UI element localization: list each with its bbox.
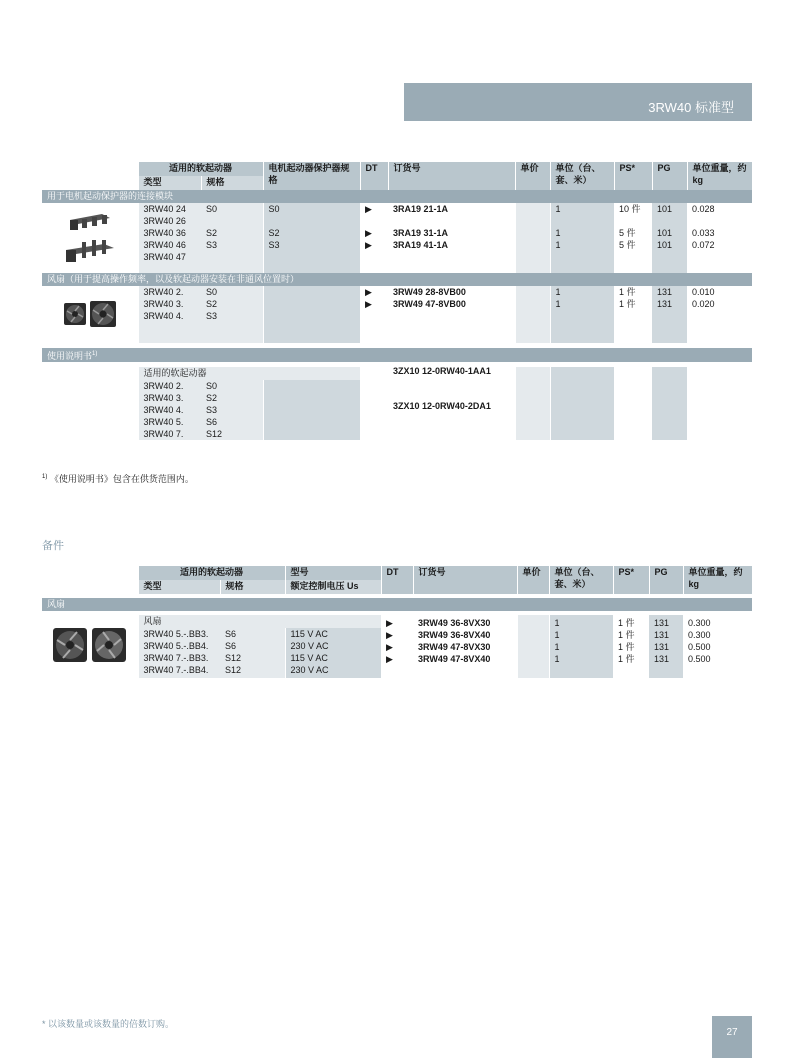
connection-sizes: S0 S2 S3	[201, 203, 263, 273]
spare-section-title: 风扇	[42, 598, 752, 611]
spare-col-size: 规格	[220, 580, 285, 594]
manual-sizes: S0 S2 S3 S6 S12	[201, 380, 263, 440]
fan-order: 3RW49 28-8VB00 3RW49 47-8VB00	[388, 286, 515, 343]
footnote: $^{1)}$ 《使用说明书》包含在供货范围内。	[42, 474, 194, 484]
spare-order: 3RW49 36-8VX30 3RW49 36-8VX40 3RW49 47-8VX30 3RW49 47-8VX40	[413, 615, 517, 678]
spare-col-pg: PG	[649, 566, 683, 594]
page-title: 3RW40 标准型	[648, 100, 734, 115]
col-type: 类型	[138, 176, 201, 190]
spare-col-unit: 单位（台、套、米）	[549, 566, 613, 594]
spare-col-voltage: 额定控制电压 Us	[285, 580, 381, 594]
manual-subheader: 适用的软起动器	[138, 367, 360, 380]
col-size: 规格	[201, 176, 263, 190]
connection-weight: 0.028 0.033 0.072	[687, 203, 752, 273]
spare-voltage: 115 V AC 230 V AC 115 V AC 230 V AC	[285, 628, 381, 678]
fan-price	[515, 286, 550, 343]
manual-ps	[614, 367, 652, 440]
spare-fan-icon	[52, 627, 88, 663]
footer-note: * 以该数量或该数量的倍数订购。	[42, 1019, 175, 1029]
header-band	[404, 83, 752, 121]
fan-dt: ▶ ▶	[360, 286, 388, 343]
col-weight: 单位重量，约 kg	[687, 162, 752, 190]
spare-unit: 1 1 1 1	[549, 615, 613, 678]
manual-weight	[687, 367, 752, 440]
spare-pg: 131 131 131 131	[649, 615, 683, 678]
spare-subheader: 风扇	[138, 615, 381, 628]
spare-col-applicable: 适用的软起动器	[138, 566, 285, 580]
fan-unit: 1 1	[550, 286, 614, 343]
connection-unit: 1 1 1	[550, 203, 614, 273]
spare-col-dt: DT	[381, 566, 413, 594]
page-number: 27	[712, 1016, 752, 1058]
section-connection-title: 用于电机起动保护器的连接模块	[42, 190, 752, 203]
spare-fan-icon-2	[91, 627, 127, 663]
manual-empty	[263, 380, 360, 440]
connection-dt: ▶ ▶ ▶	[360, 203, 388, 273]
fan-image	[42, 286, 138, 343]
connection-types: 3RW40 24 3RW40 26 3RW40 36 3RW40 46 3RW40 47	[138, 203, 201, 273]
connector-image	[42, 203, 138, 273]
spare-weight: 0.300 0.300 0.500 0.500	[683, 615, 752, 678]
spare-dt: ▶ ▶ ▶ ▶	[381, 615, 413, 678]
manual-pg	[652, 367, 687, 440]
manual-image	[42, 367, 138, 440]
col-applicable: 适用的软起动器	[138, 162, 263, 176]
spare-sizes: S6 S6 S12 S12	[220, 628, 285, 678]
fan-ps: 1 件 1 件	[614, 286, 652, 343]
spare-ps: 1 件 1 件 1 件 1 件	[613, 615, 649, 678]
manual-types: 3RW40 2. 3RW40 3. 3RW40 4. 3RW40 5. 3RW40 7.	[138, 380, 201, 440]
spare-fan-image	[42, 615, 138, 678]
connection-pg: 101 101 101	[652, 203, 687, 273]
fan-types: 3RW40 2. 3RW40 3. 3RW40 4.	[138, 286, 201, 343]
col-price: 单价	[515, 162, 550, 190]
manual-price	[515, 367, 550, 440]
spare-col-ps: PS*	[613, 566, 649, 594]
col-ps: PS*	[614, 162, 652, 190]
col-protector: 电机起动器保护器规格	[263, 162, 360, 190]
manual-unit	[550, 367, 614, 440]
manual-order-1: 3ZX10 12-0RW40-1AA1	[393, 367, 491, 376]
spare-col-model: 型号	[285, 566, 381, 580]
connection-price	[515, 203, 550, 273]
spare-parts-title: 备件	[42, 540, 64, 552]
fan-sizes: S0 S2 S3	[201, 286, 263, 343]
spare-types: 3RW40 5.-.BB3. 3RW40 5.-.BB4. 3RW40 7.-.BB3. 3RW40 7.-.BB4.	[138, 628, 220, 678]
spare-col-weight: 单位重量，约 kg	[683, 566, 752, 594]
connector-module-icon	[66, 210, 114, 232]
spare-col-order: 订货号	[413, 566, 517, 594]
section-fan-title: 风扇（用于提高操作频率，以及软起动器安装在非通风位置时）	[42, 273, 752, 286]
fan-pg: 131 131	[652, 286, 687, 343]
col-dt: DT	[360, 162, 388, 190]
fan-protector	[263, 286, 360, 343]
connection-order: 3RA19 21-1A 3RA19 31-1A 3RA19 41-1A	[388, 203, 515, 273]
col-pg: PG	[652, 162, 687, 190]
accessories-table	[42, 162, 752, 440]
manual-order	[388, 367, 515, 440]
fan-weight: 0.010 0.020	[687, 286, 752, 343]
connection-ps: 10 件 5 件 5 件	[614, 203, 652, 273]
spare-col-type: 类型	[138, 580, 220, 594]
connection-protector: S0 S2 S3	[263, 203, 360, 273]
section-manual-title: 使用说明书$^{1)}$	[42, 348, 752, 362]
spare-parts-table	[42, 566, 752, 678]
col-order: 订货号	[388, 162, 515, 190]
fan-small-icon	[63, 302, 87, 326]
spare-price	[517, 615, 549, 678]
connector-module-large-icon	[64, 240, 116, 264]
manual-order-2: 3ZX10 12-0RW40-2DA1	[393, 401, 491, 411]
col-unit: 单位（台、套、米）	[550, 162, 614, 190]
spare-col-price: 单价	[517, 566, 549, 594]
fan-large-icon	[89, 300, 117, 328]
manual-dt	[360, 367, 388, 440]
